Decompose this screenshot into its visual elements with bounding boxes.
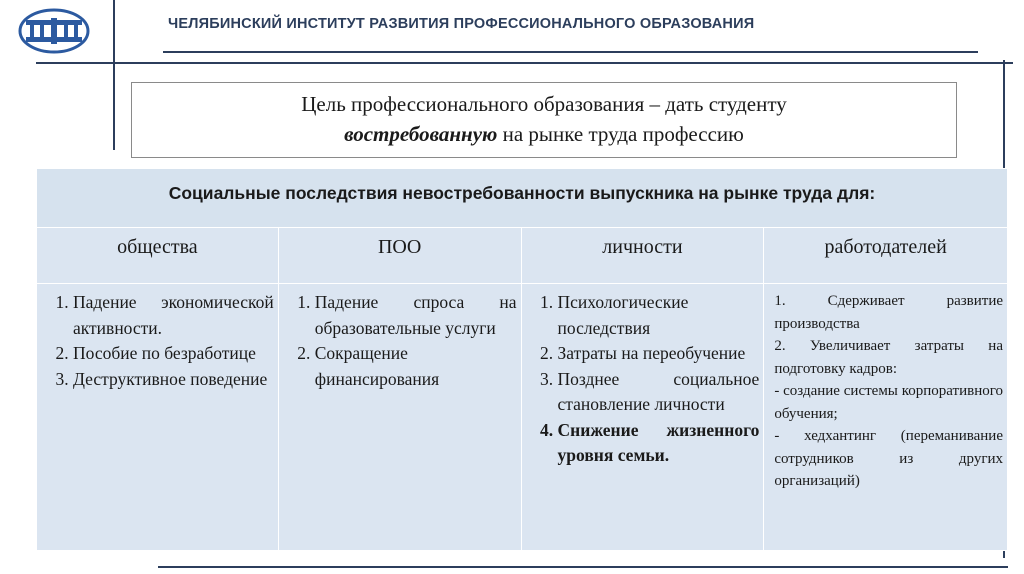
decor-line-left [36, 62, 116, 64]
personality-list [528, 290, 760, 469]
list-item: 4. Снижение жизненного уровня семьи. [558, 418, 760, 469]
column-header-employers: работодателей [764, 228, 1008, 284]
list-item: 3. Деструктивное поведение [73, 367, 274, 393]
cell-society [37, 284, 279, 551]
list-item: 2. Затраты на переобучение [558, 341, 760, 367]
goal-line-1: Цель профессионального образования – дать студенту [301, 92, 787, 116]
list-item: - создание системы корпоративного обучения; [774, 383, 1003, 422]
poo-list [285, 290, 517, 392]
column-header-personality: личности [521, 228, 764, 284]
decor-line-right [113, 62, 1013, 64]
column-header-society: общества [37, 228, 279, 284]
list-item: 1. Падение экономической активности. [73, 290, 274, 341]
list-item: 3. Позднее социальное становление личности [558, 367, 760, 418]
consequences-table [36, 168, 1008, 551]
goal-emphasis: востребованную [344, 122, 498, 146]
list-item: 1. Падение спроса на образовательные услуги [315, 290, 517, 341]
column-header-poo: ПОО [278, 228, 521, 284]
table-caption: Социальные последствия невостребованности выпускника на рынке труда для: [37, 169, 1008, 228]
list-item: 2. Пособие по безработице [73, 341, 274, 367]
employers-list [770, 290, 1003, 493]
decor-header-line [163, 51, 978, 53]
list-item: 1. Психологические последствия [558, 290, 760, 341]
list-item: 1. Сдерживает развитие производства [774, 293, 1003, 332]
list-item: 2. Сокращение финансирования [315, 341, 517, 392]
cell-poo [278, 284, 521, 551]
goal-statement [131, 82, 957, 158]
decor-footer-line [158, 566, 1008, 568]
decor-vertical-line [113, 0, 115, 150]
institute-title: ЧЕЛЯБИНСКИЙ ИНСТИТУТ РАЗВИТИЯ ПРОФЕССИОНАЛЬНОГО ОБРАЗОВАНИЯ [168, 16, 755, 32]
list-item: - хедхантинг (переманивание сотрудников из других организаций) [774, 428, 1003, 489]
cell-personality [521, 284, 764, 551]
cell-employers [764, 284, 1008, 551]
goal-line-2 [132, 119, 956, 149]
institute-logo-icon [18, 8, 90, 54]
society-list [43, 290, 274, 392]
goal-line-2-rest: на рынке труда профессию [497, 122, 744, 146]
list-item: 2. Увеличивает затраты на подготовку кадров: [774, 338, 1003, 377]
